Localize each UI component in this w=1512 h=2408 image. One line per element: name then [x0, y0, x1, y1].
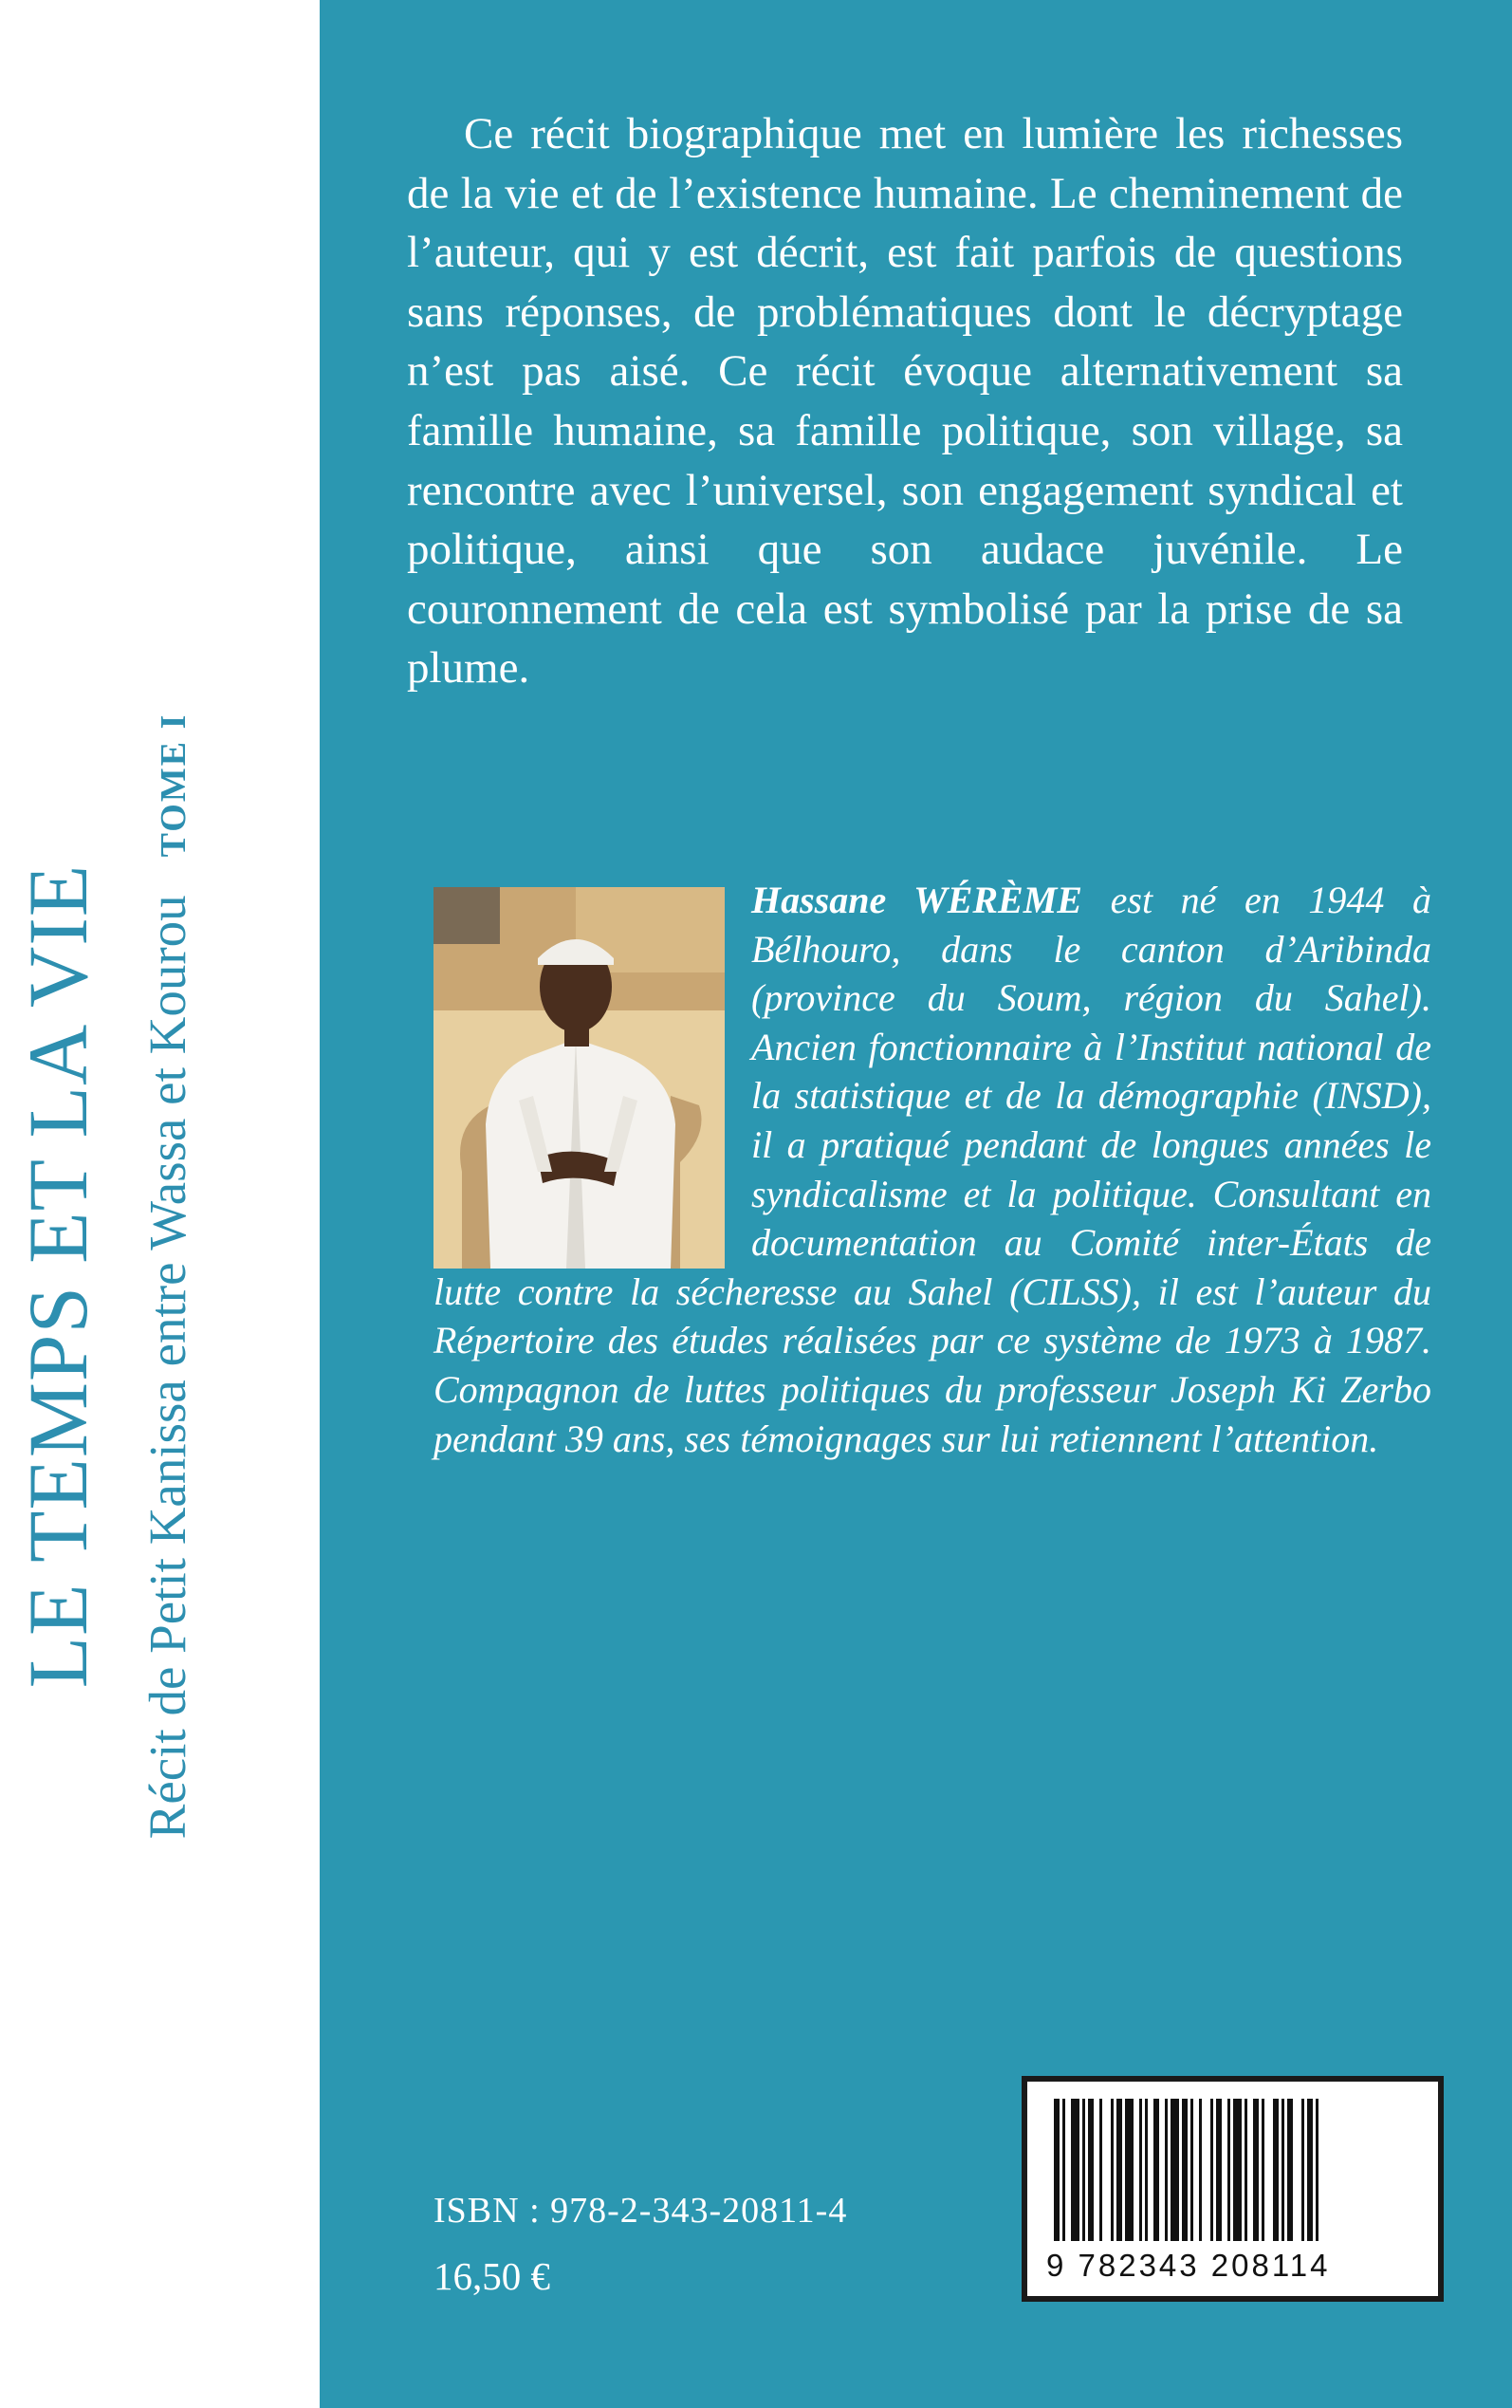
blurb-text: Ce récit biographique met en lumière les richesses de la vie et de l’existence humaine. Le cheminement de l’auteur, qui y est décrit, est fait parfois de questions sans réponses, de problématiques dont le décryptage n’est pas aisé. Ce récit évoque alternativement sa famille humaine, sa famille politique, son village, sa rencontre avec l’universel, son engagement syndical et politique, ainsi que son audace juvénile. Le couronnement de cela est symbolisé par la prise de sa plume.: [407, 109, 1403, 694]
barcode-bars-icon: [1054, 2099, 1414, 2241]
spine-title: LE TEMPS ET LA VIE: [12, 863, 105, 1689]
spine-tome: TOME I: [154, 713, 194, 858]
price: 16,50 €: [433, 2254, 550, 2298]
author-bio-text: est né en 1944 à Bélhouro, dans le canton d’Aribinda (province du Soum, région du Sahel). Ancien fonctionnaire à l’Institut national de la statistique et de la démographie (INSD), il a pratiqué pendant de longues années le syndicalisme et la politique. Consultant en documentation au Comité inter-États de lutte contre la sécheresse au Sahel (CILSS), il est l’auteur du Répertoire des études réalisées par ce système de 1973 à 1987. Compagnon de luttes politiques du professeur Joseph Ki Zerbo pendant 39 ans, ses témoignages sur lui retiennent l’attention.: [433, 879, 1432, 1460]
barcode: [1022, 2076, 1444, 2302]
author-portrait-icon: [433, 887, 725, 1269]
spine-subtitle: Récit de Petit Kanissa entre Wassa et Kourou: [138, 895, 196, 1840]
back-cover: [320, 0, 1512, 2408]
isbn: ISBN : 978-2-343-20811-4: [433, 2191, 848, 2231]
book-spine: [0, 0, 320, 2408]
author-name: Hassane WÉRÈME: [751, 879, 1082, 921]
spine-text-block: [12, 280, 302, 2272]
barcode-digits: 9 782343 208114: [1046, 2248, 1331, 2283]
spine-subtitle-line: [138, 280, 196, 2272]
author-photo: [433, 887, 725, 1269]
